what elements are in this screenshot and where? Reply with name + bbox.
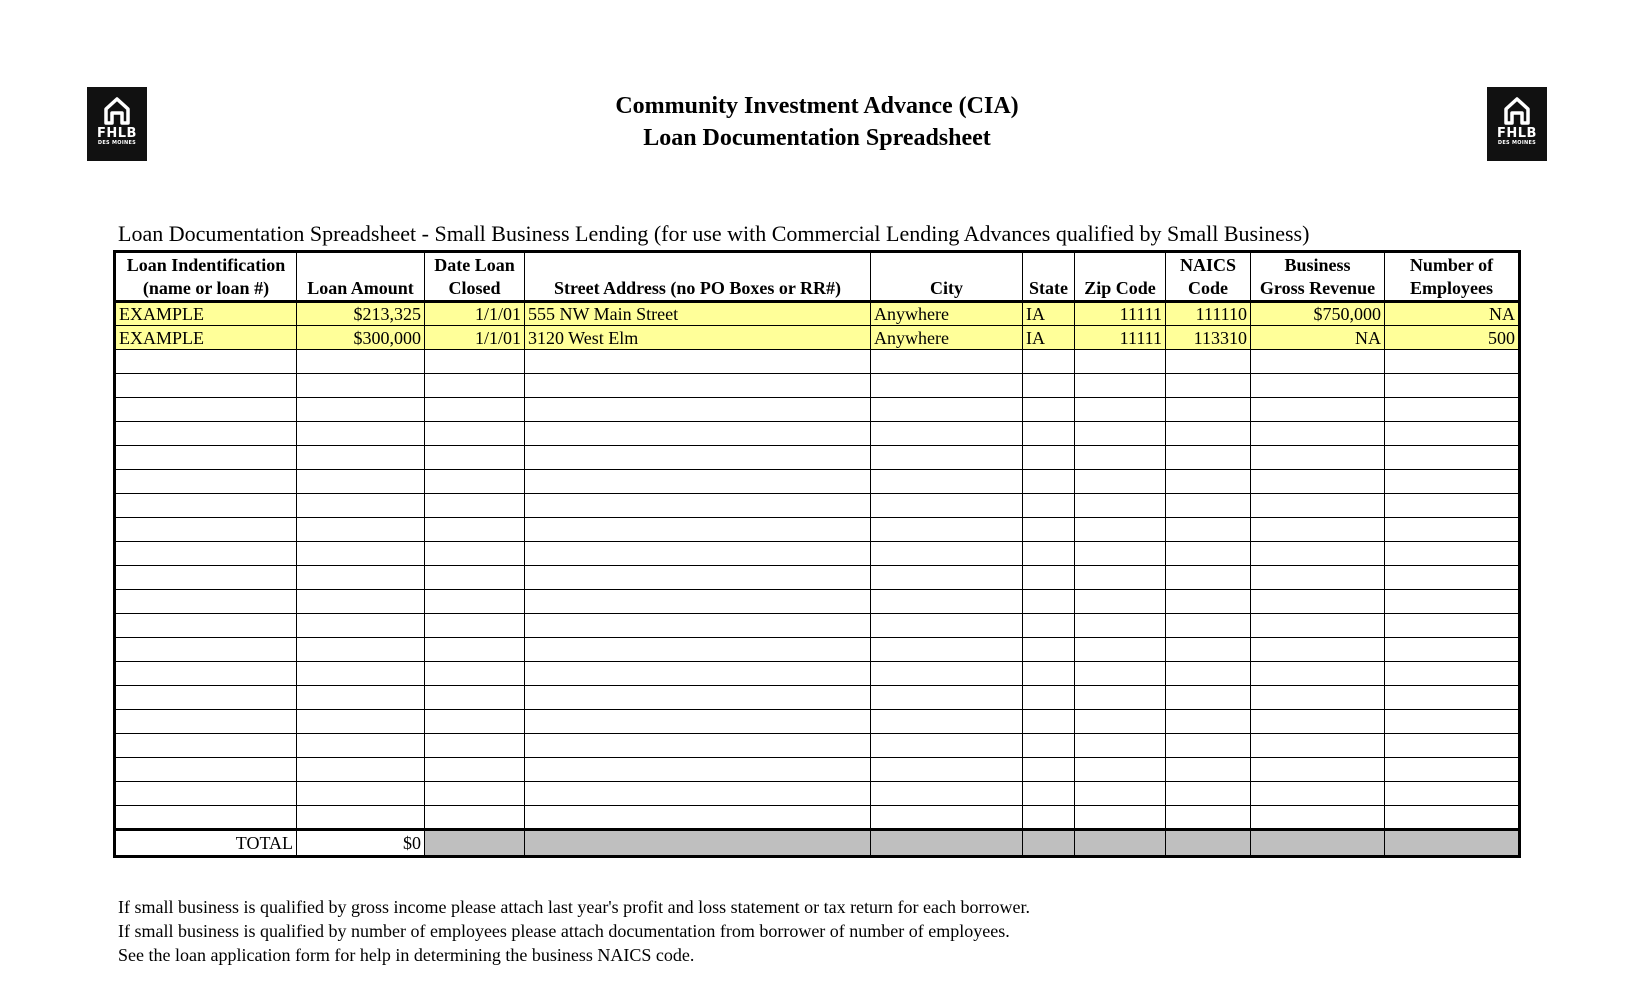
empty-cell[interactable] — [871, 662, 1023, 686]
empty-cell[interactable] — [1023, 542, 1075, 566]
empty-cell[interactable] — [1075, 590, 1166, 614]
empty-cell[interactable] — [525, 374, 871, 398]
empty-cell[interactable] — [115, 686, 297, 710]
empty-row — [115, 638, 1520, 662]
empty-cell[interactable] — [1385, 566, 1520, 590]
empty-cell[interactable] — [525, 566, 871, 590]
empty-cell[interactable] — [1075, 518, 1166, 542]
empty-cell[interactable] — [1385, 374, 1520, 398]
loan-table — [113, 250, 1521, 858]
empty-cell[interactable] — [1023, 350, 1075, 374]
empty-cell[interactable] — [297, 686, 425, 710]
empty-cell[interactable] — [1251, 614, 1385, 638]
empty-cell[interactable] — [525, 734, 871, 758]
empty-cell[interactable] — [1251, 374, 1385, 398]
empty-cell[interactable] — [1166, 518, 1251, 542]
empty-cell[interactable] — [1385, 422, 1520, 446]
empty-row — [115, 686, 1520, 710]
empty-cell[interactable] — [1251, 710, 1385, 734]
empty-cell[interactable] — [1023, 470, 1075, 494]
empty-cell[interactable] — [525, 446, 871, 470]
empty-cell[interactable] — [1385, 470, 1520, 494]
header-zip: Zip Code — [1075, 252, 1166, 302]
empty-row — [115, 566, 1520, 590]
empty-cell[interactable] — [525, 614, 871, 638]
empty-row — [115, 806, 1520, 830]
empty-cell[interactable] — [1166, 350, 1251, 374]
cell-loan-amount[interactable]: $300,000 — [297, 326, 425, 350]
empty-row — [115, 422, 1520, 446]
empty-cell[interactable] — [425, 542, 525, 566]
empty-cell[interactable] — [525, 758, 871, 782]
empty-cell[interactable] — [425, 494, 525, 518]
empty-cell[interactable] — [1075, 398, 1166, 422]
empty-cell[interactable] — [1075, 494, 1166, 518]
empty-cell[interactable] — [525, 782, 871, 806]
empty-cell[interactable] — [871, 350, 1023, 374]
empty-cell[interactable] — [871, 566, 1023, 590]
empty-row — [115, 518, 1520, 542]
empty-cell[interactable] — [525, 422, 871, 446]
empty-cell[interactable] — [1023, 686, 1075, 710]
empty-cell[interactable] — [871, 542, 1023, 566]
empty-cell[interactable] — [425, 446, 525, 470]
empty-cell[interactable] — [115, 374, 297, 398]
empty-cell[interactable] — [1166, 590, 1251, 614]
empty-row — [115, 758, 1520, 782]
cell-state[interactable]: IA — [1023, 302, 1075, 326]
empty-cell[interactable] — [1166, 374, 1251, 398]
empty-cell[interactable] — [1385, 806, 1520, 830]
empty-cell[interactable] — [115, 734, 297, 758]
table-row — [115, 302, 1520, 326]
header-loan-amount: Loan Amount — [297, 252, 425, 302]
empty-cell[interactable] — [525, 470, 871, 494]
empty-cell[interactable] — [297, 590, 425, 614]
empty-cell[interactable] — [115, 590, 297, 614]
empty-cell[interactable] — [1166, 494, 1251, 518]
empty-cell[interactable] — [1023, 710, 1075, 734]
empty-cell[interactable] — [1075, 662, 1166, 686]
empty-row — [115, 662, 1520, 686]
empty-cell[interactable] — [297, 734, 425, 758]
empty-row — [115, 470, 1520, 494]
empty-cell[interactable] — [115, 614, 297, 638]
empty-cell[interactable] — [297, 398, 425, 422]
cell-city[interactable]: Anywhere — [871, 326, 1023, 350]
empty-cell[interactable] — [871, 494, 1023, 518]
empty-cell[interactable] — [115, 662, 297, 686]
empty-cell[interactable] — [1023, 662, 1075, 686]
empty-cell[interactable] — [297, 566, 425, 590]
empty-cell[interactable] — [425, 422, 525, 446]
logo-subtext: DES MOINES — [1497, 140, 1537, 146]
empty-cell[interactable] — [1075, 806, 1166, 830]
empty-cell[interactable] — [1251, 494, 1385, 518]
empty-cell[interactable] — [1251, 686, 1385, 710]
empty-cell[interactable] — [425, 566, 525, 590]
empty-cell[interactable] — [1385, 542, 1520, 566]
total-blank — [871, 830, 1023, 857]
cell-naics[interactable]: 111110 — [1166, 302, 1251, 326]
empty-cell[interactable] — [1251, 470, 1385, 494]
empty-cell[interactable] — [1166, 638, 1251, 662]
header-employees: Number of Employees — [1385, 252, 1520, 302]
header-loan-id: Loan Indentification (name or loan #) — [115, 252, 297, 302]
empty-cell[interactable] — [297, 614, 425, 638]
empty-cell[interactable] — [1023, 374, 1075, 398]
table-caption: Loan Documentation Spreadsheet - Small Business Lending (for use with Commercial Lending Advances qualified by Small Business) — [118, 221, 1310, 246]
empty-cell[interactable] — [1385, 782, 1520, 806]
header-city: City — [871, 252, 1023, 302]
empty-cell[interactable] — [1023, 638, 1075, 662]
empty-cell[interactable] — [297, 758, 425, 782]
empty-cell[interactable] — [525, 590, 871, 614]
empty-cell[interactable] — [1251, 542, 1385, 566]
empty-cell[interactable] — [425, 590, 525, 614]
empty-cell[interactable] — [297, 710, 425, 734]
empty-cell[interactable] — [1166, 782, 1251, 806]
empty-cell[interactable] — [871, 518, 1023, 542]
empty-cell[interactable] — [425, 782, 525, 806]
empty-cell[interactable] — [525, 518, 871, 542]
empty-cell[interactable] — [1385, 734, 1520, 758]
empty-cell[interactable] — [1166, 662, 1251, 686]
logo-text: FHLB — [1497, 126, 1537, 141]
header-naics: NAICS Code — [1166, 252, 1251, 302]
empty-cell[interactable] — [525, 686, 871, 710]
empty-cell[interactable] — [1166, 398, 1251, 422]
empty-cell[interactable] — [1023, 590, 1075, 614]
empty-cell[interactable] — [1251, 758, 1385, 782]
empty-cell[interactable] — [1166, 734, 1251, 758]
empty-cell[interactable] — [115, 350, 297, 374]
empty-cell[interactable] — [525, 542, 871, 566]
empty-cell[interactable] — [1023, 494, 1075, 518]
empty-cell[interactable] — [1385, 398, 1520, 422]
empty-cell[interactable] — [871, 734, 1023, 758]
empty-cell[interactable] — [115, 638, 297, 662]
empty-cell[interactable] — [1385, 686, 1520, 710]
note-line: See the loan application form for help in determining the business NAICS code. — [118, 945, 695, 965]
header-state: State — [1023, 252, 1075, 302]
empty-cell[interactable] — [1166, 422, 1251, 446]
empty-cell[interactable] — [297, 542, 425, 566]
empty-cell[interactable] — [1385, 446, 1520, 470]
empty-cell[interactable] — [115, 566, 297, 590]
empty-cell[interactable] — [297, 638, 425, 662]
empty-cell[interactable] — [297, 470, 425, 494]
note-line: If small business is qualified by gross income please attach last year's profit and loss statement or tax return for each borrower. — [118, 897, 1030, 917]
empty-cell[interactable] — [425, 374, 525, 398]
empty-cell[interactable] — [1166, 470, 1251, 494]
empty-cell[interactable] — [1075, 374, 1166, 398]
empty-cell[interactable] — [425, 806, 525, 830]
empty-cell[interactable] — [1023, 566, 1075, 590]
cell-employees[interactable]: 500 — [1385, 326, 1520, 350]
empty-cell[interactable] — [525, 638, 871, 662]
empty-cell[interactable] — [1075, 350, 1166, 374]
empty-cell[interactable] — [425, 350, 525, 374]
empty-cell[interactable] — [1251, 422, 1385, 446]
empty-cell[interactable] — [1023, 422, 1075, 446]
empty-cell[interactable] — [525, 806, 871, 830]
empty-cell[interactable] — [425, 638, 525, 662]
empty-cell[interactable] — [1166, 446, 1251, 470]
empty-cell[interactable] — [1075, 686, 1166, 710]
empty-cell[interactable] — [1251, 782, 1385, 806]
empty-cell[interactable] — [425, 470, 525, 494]
empty-cell[interactable] — [297, 518, 425, 542]
empty-row — [115, 710, 1520, 734]
total-value: $0 — [297, 830, 425, 857]
empty-cell[interactable] — [1075, 734, 1166, 758]
empty-cell[interactable] — [1075, 614, 1166, 638]
empty-row — [115, 374, 1520, 398]
total-blank — [1251, 830, 1385, 857]
empty-cell[interactable] — [871, 614, 1023, 638]
empty-cell[interactable] — [115, 782, 297, 806]
empty-cell[interactable] — [871, 782, 1023, 806]
empty-cell[interactable] — [525, 350, 871, 374]
empty-cell[interactable] — [115, 422, 297, 446]
empty-cell[interactable] — [1075, 710, 1166, 734]
cell-state[interactable]: IA — [1023, 326, 1075, 350]
empty-cell[interactable] — [871, 686, 1023, 710]
empty-cell[interactable] — [871, 422, 1023, 446]
empty-cell[interactable] — [1385, 662, 1520, 686]
empty-cell[interactable] — [1023, 734, 1075, 758]
cell-zip[interactable]: 11111 — [1075, 302, 1166, 326]
cell-date-closed[interactable]: 1/1/01 — [425, 326, 525, 350]
empty-cell[interactable] — [525, 662, 871, 686]
empty-cell[interactable] — [425, 518, 525, 542]
empty-cell[interactable] — [1385, 614, 1520, 638]
cell-loan-amount[interactable]: $213,325 — [297, 302, 425, 326]
empty-cell[interactable] — [1023, 518, 1075, 542]
header-row — [115, 252, 1520, 302]
empty-row — [115, 734, 1520, 758]
empty-cell[interactable] — [425, 398, 525, 422]
cell-loan-id[interactable]: EXAMPLE — [115, 302, 297, 326]
empty-cell[interactable] — [115, 542, 297, 566]
empty-row — [115, 542, 1520, 566]
empty-cell[interactable] — [1075, 758, 1166, 782]
empty-cell[interactable] — [1166, 614, 1251, 638]
empty-cell[interactable] — [1385, 590, 1520, 614]
empty-cell[interactable] — [1075, 638, 1166, 662]
empty-cell[interactable] — [1023, 758, 1075, 782]
cell-zip[interactable]: 11111 — [1075, 326, 1166, 350]
empty-cell[interactable] — [1166, 758, 1251, 782]
empty-cell[interactable] — [1385, 494, 1520, 518]
empty-cell[interactable] — [1251, 446, 1385, 470]
empty-cell[interactable] — [871, 638, 1023, 662]
cell-employees[interactable]: NA — [1385, 302, 1520, 326]
title-line-2: Loan Documentation Spreadsheet — [643, 125, 991, 151]
empty-cell[interactable] — [297, 422, 425, 446]
total-blank — [525, 830, 871, 857]
empty-cell[interactable] — [297, 782, 425, 806]
empty-cell[interactable] — [425, 734, 525, 758]
title-line-1: Community Investment Advance (CIA) — [615, 93, 1019, 119]
empty-cell[interactable] — [297, 350, 425, 374]
empty-cell[interactable] — [1385, 758, 1520, 782]
total-blank — [1023, 830, 1075, 857]
empty-cell[interactable] — [1023, 398, 1075, 422]
cell-naics[interactable]: 113310 — [1166, 326, 1251, 350]
cell-revenue[interactable]: NA — [1251, 326, 1385, 350]
empty-cell[interactable] — [115, 518, 297, 542]
empty-row — [115, 614, 1520, 638]
total-blank — [1075, 830, 1166, 857]
empty-cell[interactable] — [1166, 686, 1251, 710]
empty-cell[interactable] — [115, 446, 297, 470]
empty-cell[interactable] — [425, 686, 525, 710]
empty-cell[interactable] — [1385, 710, 1520, 734]
cell-city[interactable]: Anywhere — [871, 302, 1023, 326]
cell-date-closed[interactable]: 1/1/01 — [425, 302, 525, 326]
empty-cell[interactable] — [871, 374, 1023, 398]
empty-cell[interactable] — [871, 398, 1023, 422]
total-row — [115, 830, 1520, 857]
empty-cell[interactable] — [1385, 638, 1520, 662]
empty-cell[interactable] — [1075, 782, 1166, 806]
empty-cell[interactable] — [871, 758, 1023, 782]
empty-cell[interactable] — [871, 590, 1023, 614]
empty-cell[interactable] — [525, 494, 871, 518]
empty-cell[interactable] — [871, 806, 1023, 830]
empty-cell[interactable] — [1075, 446, 1166, 470]
empty-cell[interactable] — [425, 758, 525, 782]
empty-cell[interactable] — [1251, 398, 1385, 422]
empty-row — [115, 494, 1520, 518]
empty-cell[interactable] — [425, 710, 525, 734]
empty-row — [115, 398, 1520, 422]
empty-cell[interactable] — [1166, 542, 1251, 566]
empty-cell[interactable] — [1166, 710, 1251, 734]
empty-cell[interactable] — [1251, 806, 1385, 830]
empty-cell[interactable] — [1251, 590, 1385, 614]
empty-cell[interactable] — [1075, 542, 1166, 566]
empty-cell[interactable] — [425, 662, 525, 686]
total-blank — [1385, 830, 1520, 857]
header-address: Street Address (no PO Boxes or RR#) — [525, 252, 871, 302]
empty-cell[interactable] — [297, 446, 425, 470]
cell-address[interactable]: 3120 West Elm — [525, 326, 871, 350]
empty-cell[interactable] — [871, 710, 1023, 734]
empty-cell[interactable] — [115, 806, 297, 830]
empty-cell[interactable] — [1023, 782, 1075, 806]
empty-row — [115, 350, 1520, 374]
empty-cell[interactable] — [1251, 662, 1385, 686]
empty-cell[interactable] — [1023, 446, 1075, 470]
empty-cell[interactable] — [115, 398, 297, 422]
empty-cell[interactable] — [1251, 734, 1385, 758]
empty-cell[interactable] — [871, 470, 1023, 494]
cell-revenue[interactable]: $750,000 — [1251, 302, 1385, 326]
header-date-closed: Date Loan Closed — [425, 252, 525, 302]
empty-cell[interactable] — [871, 446, 1023, 470]
empty-row — [115, 590, 1520, 614]
empty-cell[interactable] — [1166, 566, 1251, 590]
empty-cell[interactable] — [115, 758, 297, 782]
empty-cell[interactable] — [1385, 518, 1520, 542]
empty-row — [115, 782, 1520, 806]
empty-cell[interactable] — [525, 398, 871, 422]
header-revenue: Business Gross Revenue — [1251, 252, 1385, 302]
empty-cell[interactable] — [1023, 614, 1075, 638]
empty-cell[interactable] — [1166, 806, 1251, 830]
logo-text: FHLB — [97, 126, 137, 141]
empty-cell[interactable] — [425, 614, 525, 638]
empty-cell[interactable] — [1385, 350, 1520, 374]
empty-cell[interactable] — [1023, 806, 1075, 830]
empty-row — [115, 446, 1520, 470]
total-blank — [1166, 830, 1251, 857]
page-title — [0, 90, 1626, 154]
empty-cell[interactable] — [1251, 350, 1385, 374]
empty-cell[interactable] — [1075, 470, 1166, 494]
empty-cell[interactable] — [115, 494, 297, 518]
note-line: If small business is qualified by number of employees please attach documentation from borrower of number of employees. — [118, 921, 1010, 941]
empty-cell[interactable] — [1075, 566, 1166, 590]
empty-cell[interactable] — [115, 710, 297, 734]
empty-cell[interactable] — [297, 806, 425, 830]
empty-cell[interactable] — [297, 374, 425, 398]
empty-cell[interactable] — [297, 494, 425, 518]
empty-cell[interactable] — [115, 470, 297, 494]
instructions — [118, 895, 1030, 967]
empty-cell[interactable] — [297, 662, 425, 686]
empty-cell[interactable] — [1251, 638, 1385, 662]
empty-cell[interactable] — [1075, 422, 1166, 446]
total-blank — [425, 830, 525, 857]
logo-subtext: DES MOINES — [97, 140, 137, 146]
empty-cell[interactable] — [1251, 518, 1385, 542]
cell-loan-id[interactable]: EXAMPLE — [115, 326, 297, 350]
table-row — [115, 326, 1520, 350]
cell-address[interactable]: 555 NW Main Street — [525, 302, 871, 326]
total-label: TOTAL — [115, 830, 297, 857]
empty-cell[interactable] — [525, 710, 871, 734]
empty-cell[interactable] — [1251, 566, 1385, 590]
